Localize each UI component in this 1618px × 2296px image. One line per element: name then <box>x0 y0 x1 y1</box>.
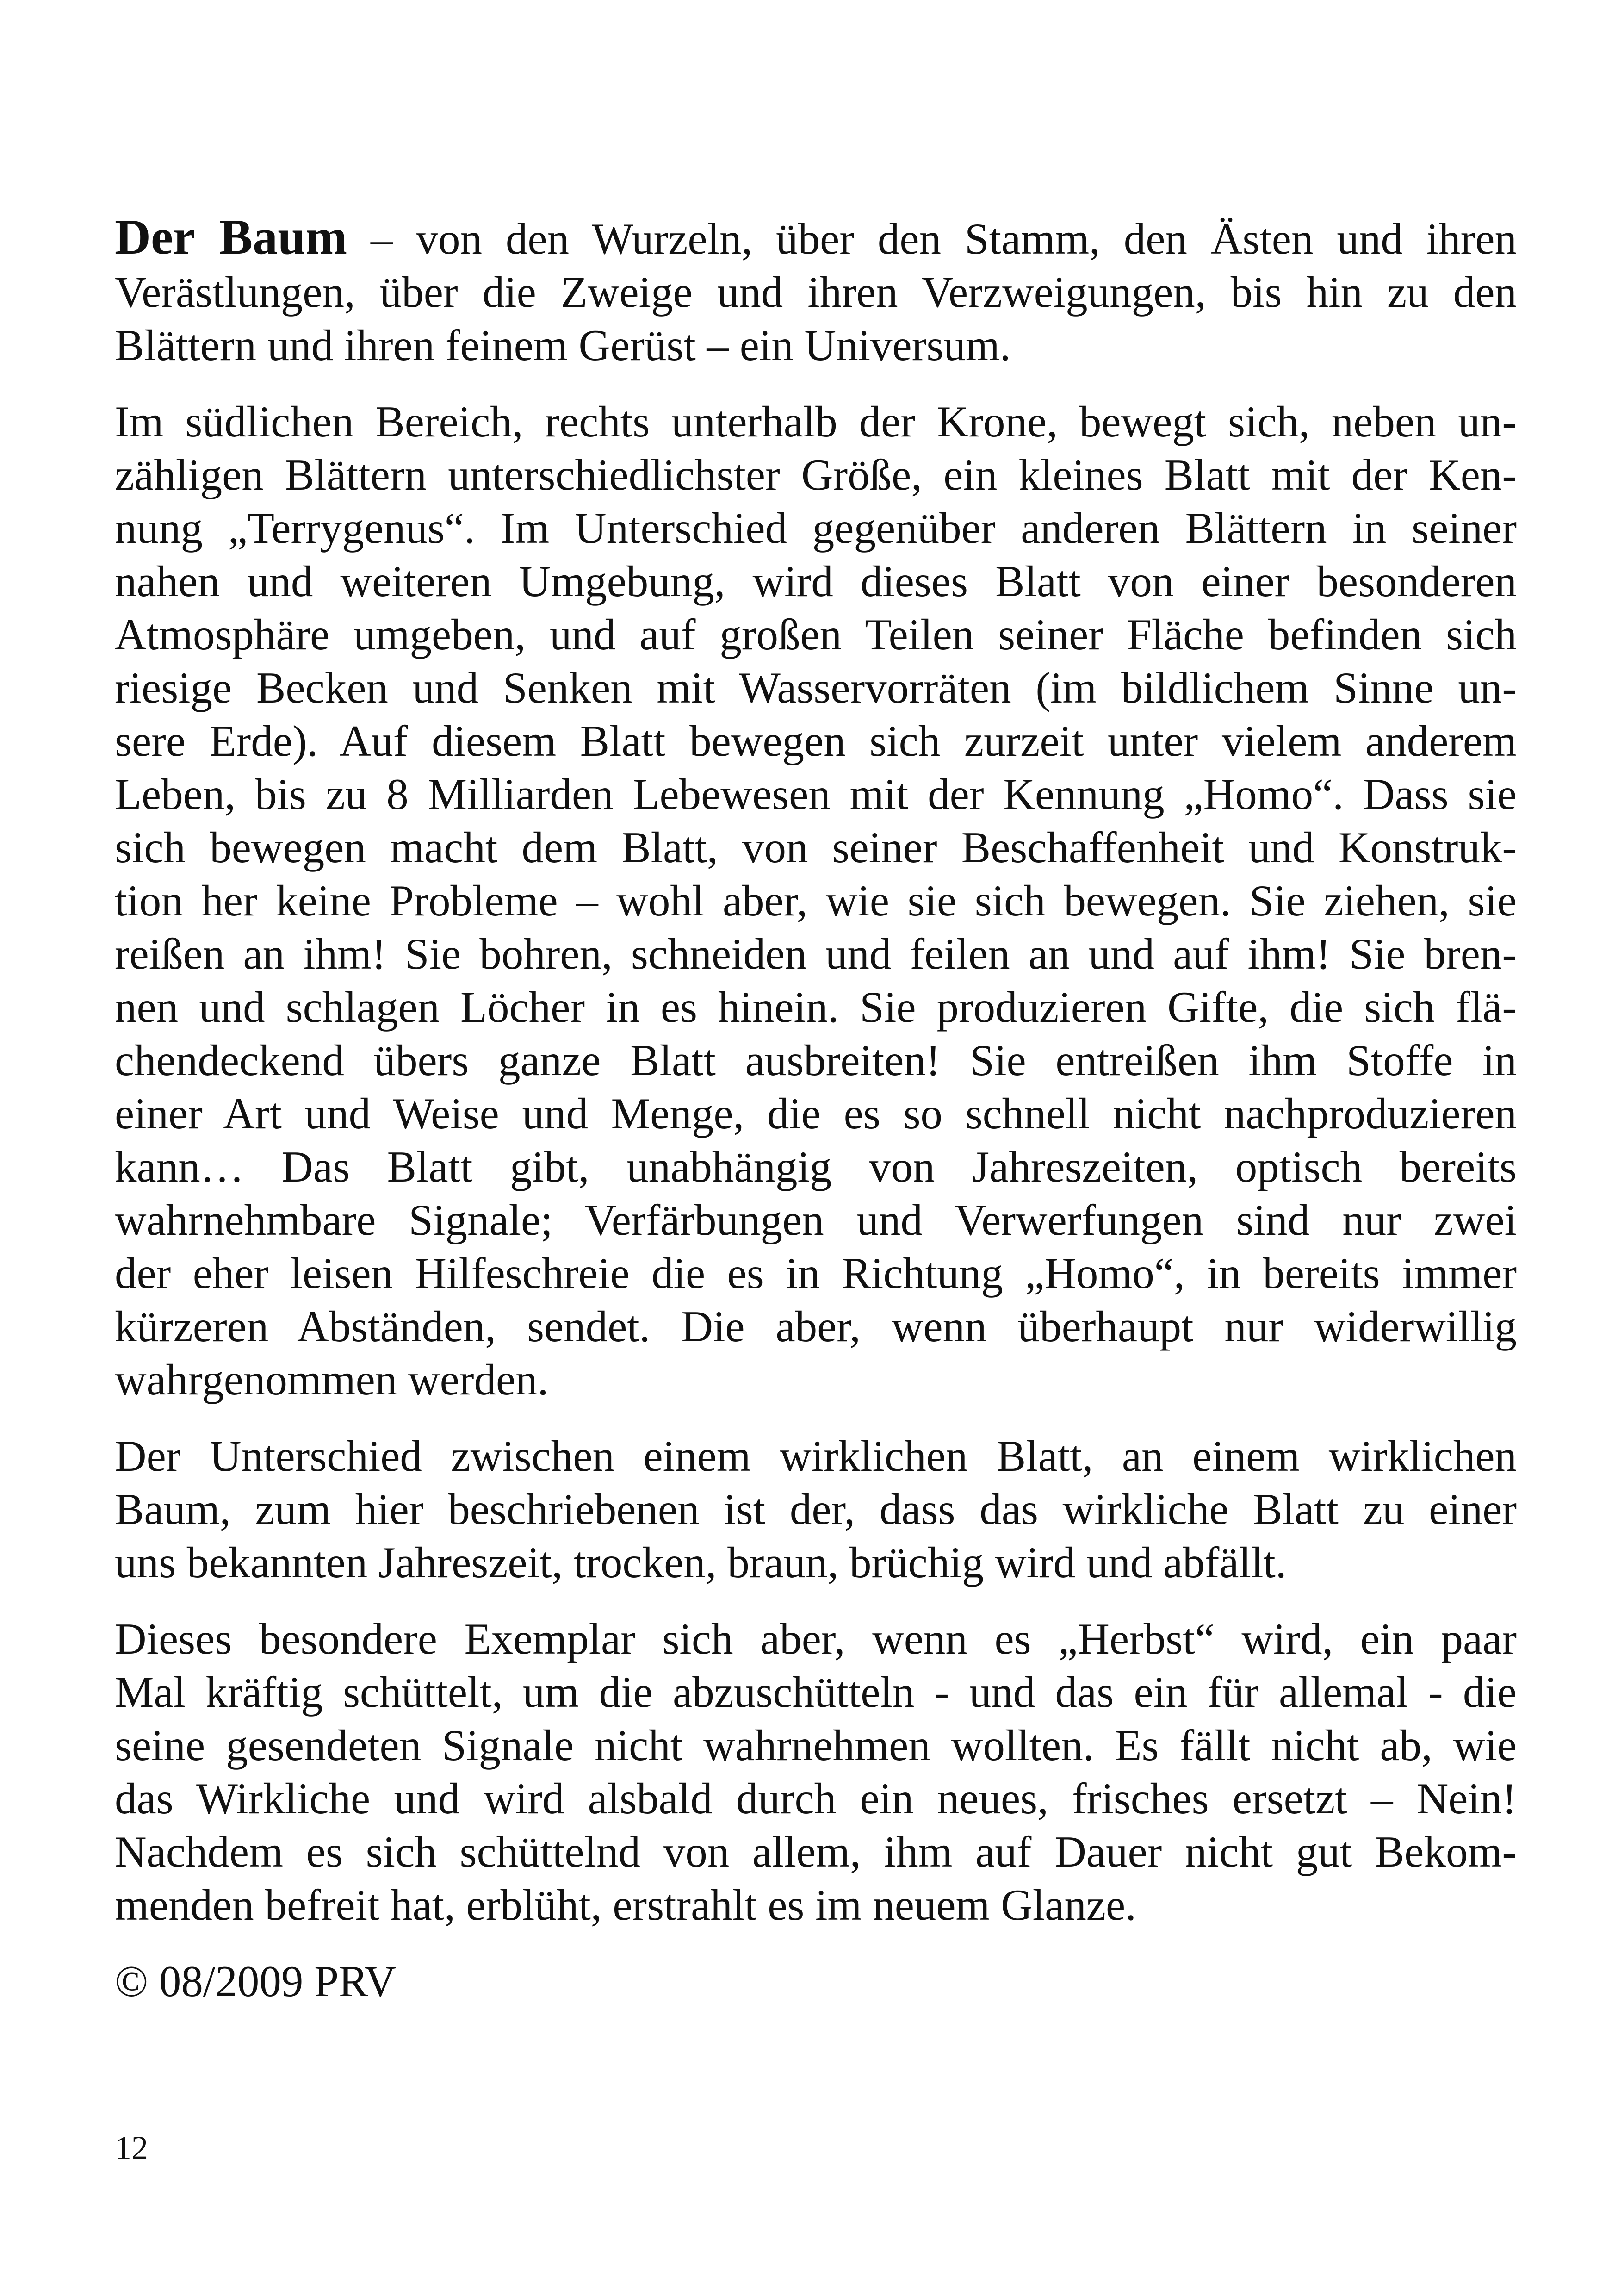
text-line: tion her keine Probleme – wohl aber, wie sie sich bewegen. Sie ziehen, sie <box>115 876 1517 925</box>
text-line: Dieses besondere Exemplar sich aber, wenn es „Herbst“ wird, ein paar <box>115 1614 1517 1663</box>
text-line: Mal kräftig schüttelt, um die abzuschütteln - und das ein für allemal - die <box>115 1668 1517 1717</box>
text-line: Blättern und ihren feinem Gerüst – ein Universum. <box>115 321 1011 370</box>
text-line: Leben, bis zu 8 Milliarden Lebewesen mit der Kennung „Homo“. Dass sie <box>115 770 1517 819</box>
text-line: riesige Becken und Senken mit Wasservorräten (im bildlichem Sinne un- <box>115 663 1517 712</box>
text-line: menden befreit hat, erblüht, erstrahlt es im neuem Glanze. <box>115 1880 1136 1929</box>
text-line: seine gesendeten Signale nicht wahrnehmen wollten. Es fällt nicht ab, wie <box>115 1721 1517 1770</box>
text-line: wahrgenommen werden. <box>115 1355 549 1404</box>
text-line: Atmosphäre umgeben, und auf großen Teilen seiner Fläche befinden sich <box>115 610 1517 659</box>
text-line: Baum, zum hier beschriebenen ist der, dass das wirkliche Blatt zu einer <box>115 1485 1517 1534</box>
text-line: chendeckend übers ganze Blatt ausbreiten! Sie entreißen ihm Stoffe in <box>115 1036 1517 1085</box>
text-line: Der Unterschied zwischen einem wirklichen Blatt, an einem wirklichen <box>115 1431 1517 1481</box>
text-line <box>115 211 1517 266</box>
text-line: kann… Das Blatt gibt, unabhängig von Jahreszeiten, optisch bereits <box>115 1142 1517 1191</box>
paragraph-2 <box>115 395 1517 1406</box>
text-line: kürzeren Abständen, sendet. Die aber, wenn überhaupt nur widerwillig <box>115 1302 1517 1351</box>
page-number: 12 <box>115 2129 148 2166</box>
text-line: nung „Terrygenus“. Im Unterschied gegenüber anderen Blättern in seiner <box>115 504 1517 553</box>
copyright-notice: © 08/2009 PRV <box>115 1957 397 2006</box>
text-line: uns bekannten Jahreszeit, trocken, braun, brüchig wird und abfällt. <box>115 1538 1287 1587</box>
text-line: sich bewegen macht dem Blatt, von seiner Beschaffenheit und Konstruk- <box>115 823 1517 872</box>
text-line: nen und schlagen Löcher in es hinein. Sie produzieren Gifte, die sich flä- <box>115 983 1517 1032</box>
paragraph-3 <box>115 1430 1517 1589</box>
text-line: Nachdem es sich schüttelnd von allem, ihm auf Dauer nicht gut Bekom- <box>115 1827 1517 1876</box>
paragraph-1 <box>115 211 1517 372</box>
text-line: nahen und weiteren Umgebung, wird dieses Blatt von einer besonderen <box>115 557 1517 606</box>
text-line: sere Erde). Auf diesem Blatt bewegen sich zurzeit unter vielem anderem <box>115 716 1517 765</box>
text-line: einer Art und Weise und Menge, die es so schnell nicht nachproduzieren <box>115 1089 1517 1138</box>
text-line: zähligen Blättern unterschiedlichster Größe, ein kleines Blatt mit der Ken- <box>115 450 1517 499</box>
text-line: Verästlungen, über die Zweige und ihren Verzweigungen, bis hin zu den <box>115 268 1517 317</box>
text-line: der eher leisen Hilfeschreie die es in Richtung „Homo“, in bereits immer <box>115 1249 1517 1298</box>
text-line: das Wirkliche und wird alsbald durch ein neues, frisches ersetzt – Nein! <box>115 1774 1517 1823</box>
text-span: – von den Wurzeln, über den Stamm, den Ästen und ihren <box>347 214 1517 263</box>
paragraph-4 <box>115 1612 1517 1932</box>
text-line: wahrnehmbare Signale; Verfärbungen und Verwerfungen sind nur zwei <box>115 1195 1517 1244</box>
text-line: reißen an ihm! Sie bohren, schneiden und feilen an und auf ihm! Sie bren- <box>115 929 1517 978</box>
page-body <box>115 211 1517 2008</box>
text-line: Im südlichen Bereich, rechts unterhalb der Krone, bewegt sich, neben un- <box>115 397 1517 446</box>
heading-title: Der Baum <box>115 210 347 265</box>
